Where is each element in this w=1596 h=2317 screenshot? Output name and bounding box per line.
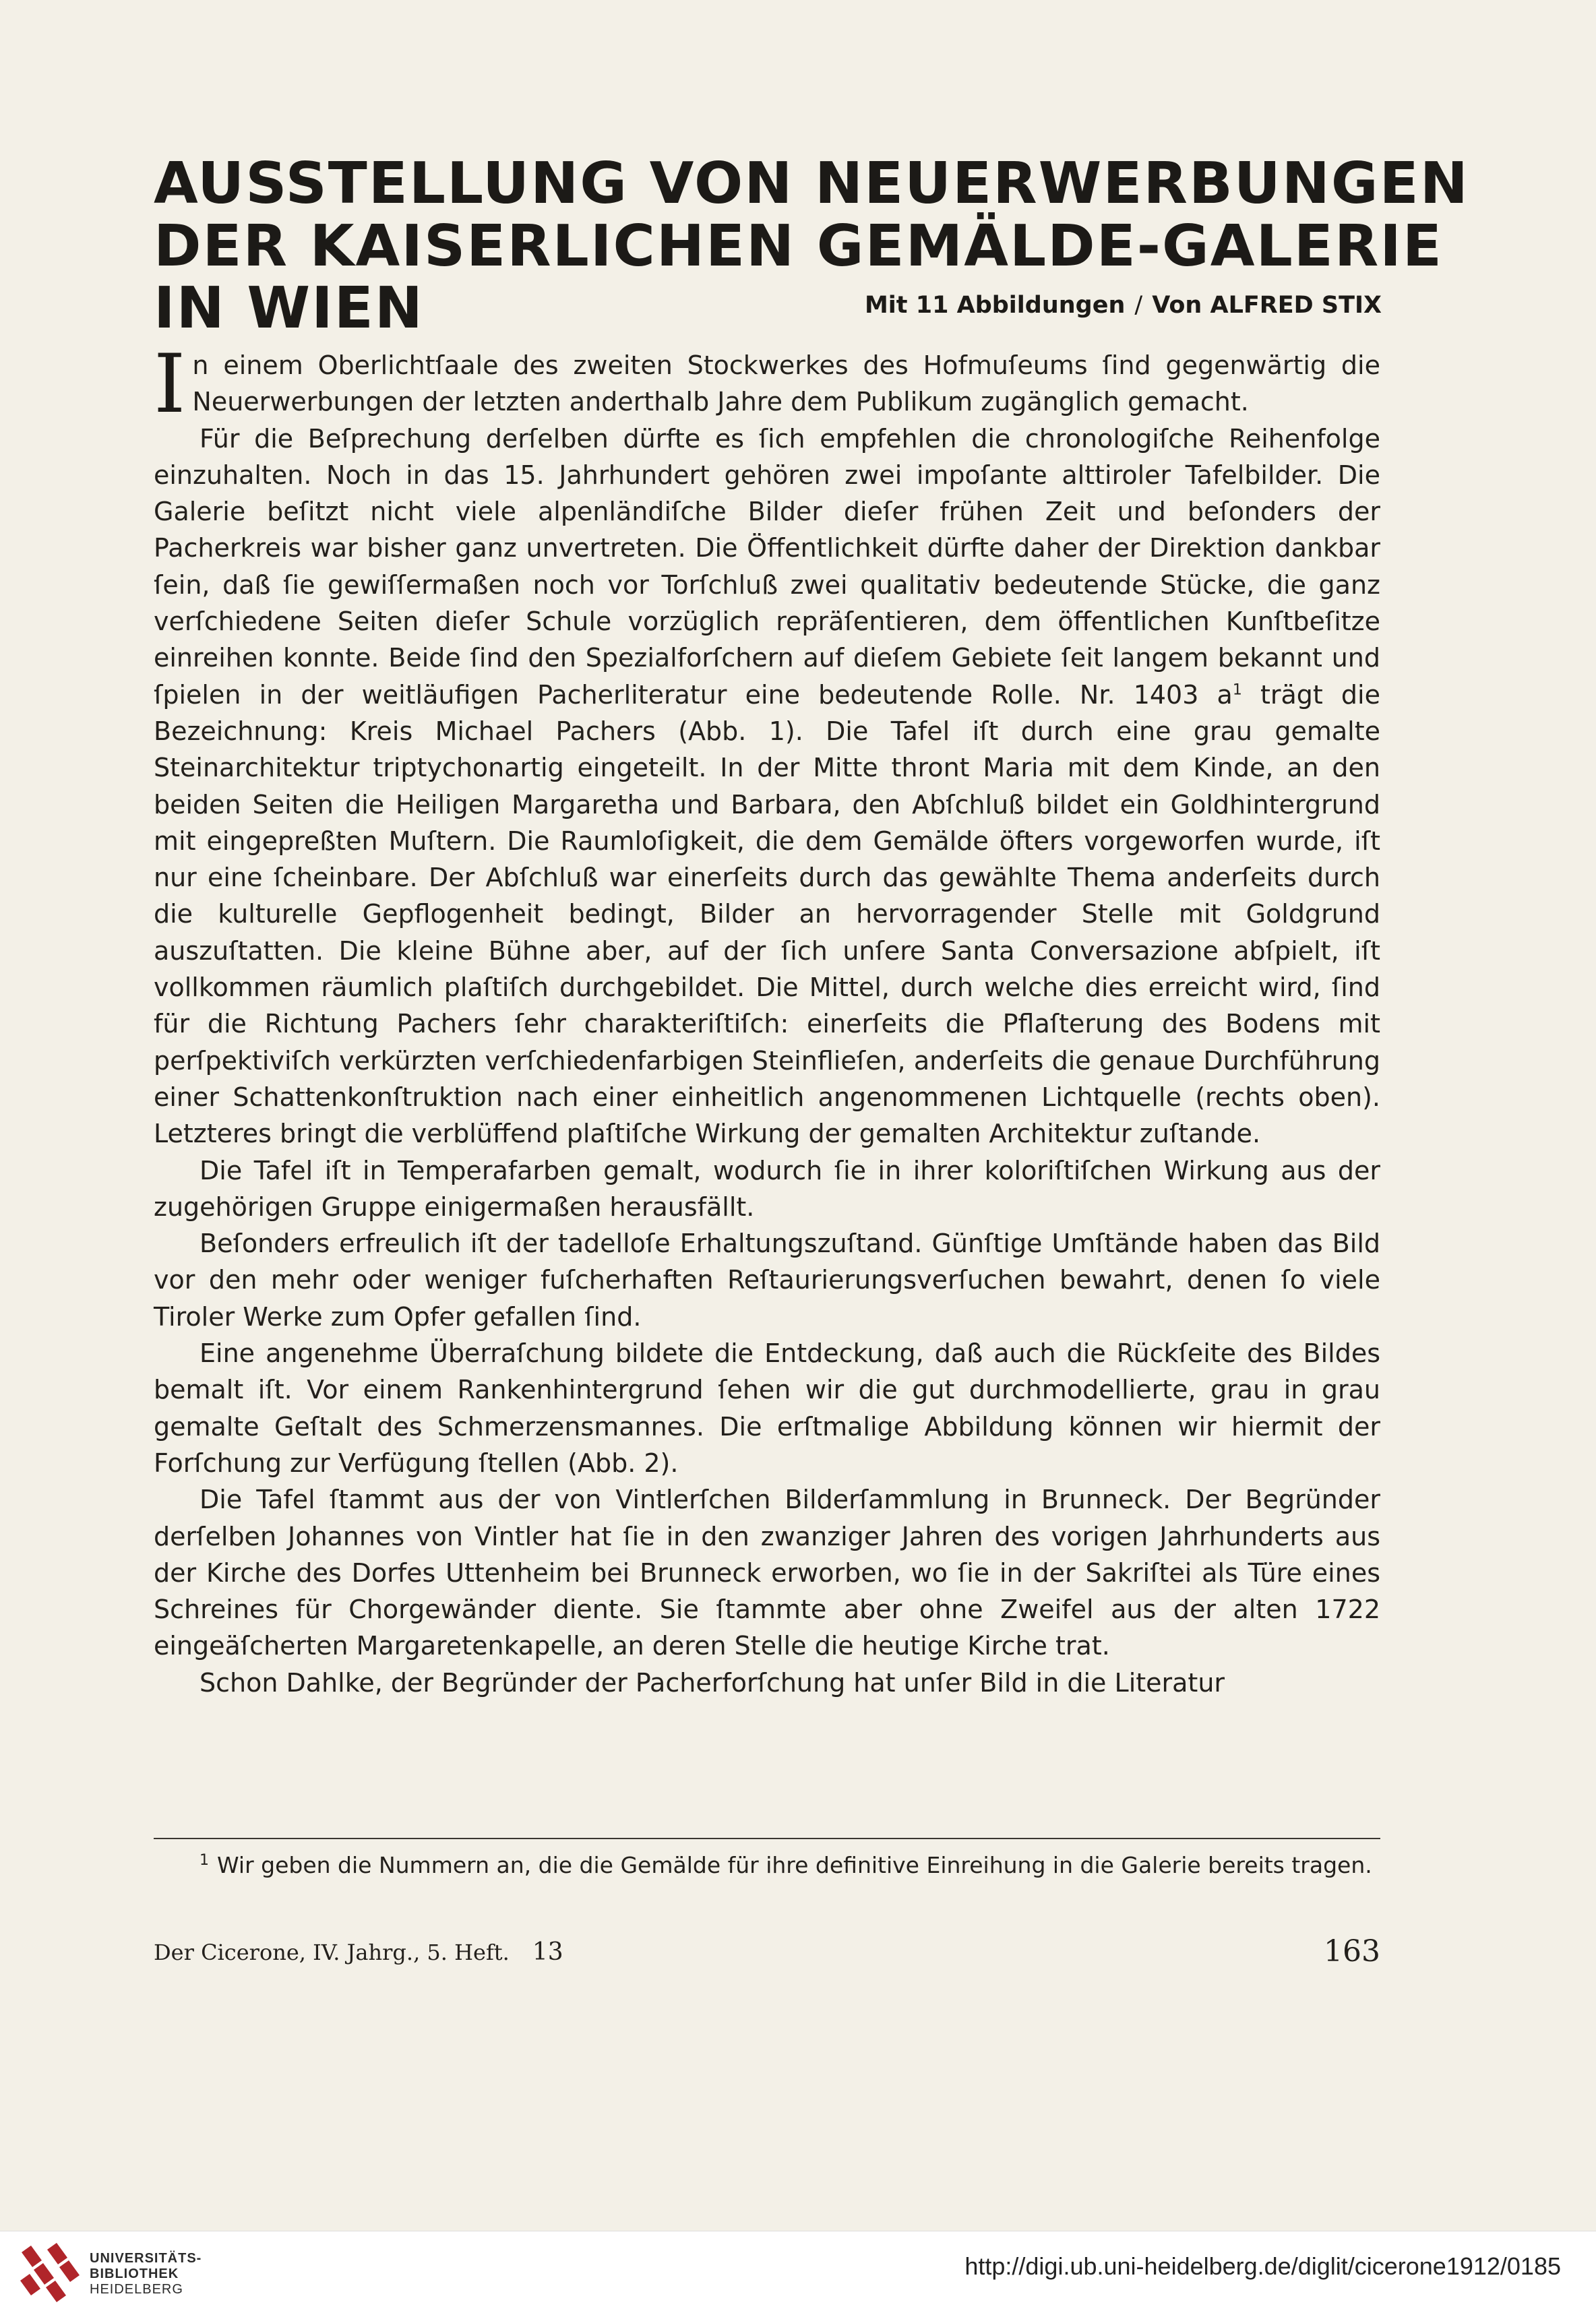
illustration-count: Mit 11 Abbildungen [864,292,1126,319]
paragraph: Eine angenehme Überraſchung bildete die Entdeckung, daß auch die Rückſeite des Bildes bemalt iſt. Vor einem Rankenhintergrund ſehen wir die gut durchmodellierte, grau in grau gemalte Geſtalt des Schmerzensmannes. Die erſtmalige Abbildung können wir hiermit der Forſchung zur Verfügung ſtellen (Abb. 2). [154,1338,1380,1478]
library-logo-icon [19,2243,84,2310]
paragraph-text: trägt die Bezeichnung: Kreis Michael Pachers (Abb. 1). Die Tafel iſt durch eine grau gemalte Steinarchitektur triptychonartig eingeteilt. In der Mitte thront Maria mit dem Kinde, an den beiden Seiten die Heiligen Margaretha und Barbara, den Abſchluß bildet ein Goldhintergrund mit eingepreßten Muſtern. Die Raumloſigkeit, die dem Gemälde öfters vorgeworfen wurde, iſt nur eine ſcheinbare. Der Abſchluß war einerſeits durch das gewählte Thema anderſeits durch die kulturelle Gepflogenheit bedingt, Bilder an hervorragender Stelle mit Goldgrund auszuſtatten. Die kleine Bühne aber, auf der ſich unſere Santa Conversazione abſpielt, iſt vollkommen räumlich plaſtiſch durchgebildet. Die Mittel, durch welche dies erreicht wird, ſind für die Richtung Pachers ſehr charakteriſtiſch: einerſeits die Pflaſterung des Bodens mit perſpektiviſch verkürzten verſchiedenfarbigen Steinflieſen, anderſeits die genaue Durchführung einer Schattenkonſtruktion nach einer einheitlich angenommenen Lichtquelle (rechts oben). Letzteres bringt die verblüffend plaſtiſche Wirkung der gemalten Architektur zuſtande. [154,679,1380,1149]
page-number: 163 [1324,1934,1380,1969]
byline [865,292,1382,319]
paragraph [154,338,1380,431]
article-body [154,338,1380,1701]
article-title-line-3: IN WIEN [154,275,424,342]
page-footer [154,1934,1380,1969]
article-title-line-2: DER KAISERLICHEN GEMÄLDE-GALERIE [154,213,1443,280]
library-name-line: HEIDELBERG [90,2282,183,2297]
paragraph: Beſonders erfreulich iſt der tadelloſe Erhaltungszuſtand. Günſtige Umſtände haben das Bild vor den mehr oder weniger fuſcherhaften Reſtaurierungsverſuchen bewahrt, denen ſo viele Tiroler Werke zum Opfer gefallen ſind. [154,1229,1380,1332]
article-title-line-1: AUSSTELLUNG VON NEUERWERBUNGEN [154,150,1469,217]
journal-reference: Der Cicerone, IV. Jahrg., 5. Heft. [154,1940,510,1965]
paragraph-text: n einem Oberlichtſaale des zweiten Stockwerkes des Hofmuſeums ſind gegenwärtig die Neuerwerbungen der letzten anderthalb Jahre dem Publikum zugänglich gemacht. [192,350,1380,417]
footnote-reference: 1 [1232,681,1242,699]
drop-cap: I [154,338,186,431]
paragraph: Die Tafel iſt in Temperafarben gemalt, wodurch ſie in ihrer koloriſtiſchen Wirkung aus der zugehörigen Gruppe einigermaßen herausfällt. [154,1155,1380,1222]
library-name-line: BIBLIOTHEK [90,2266,179,2281]
footnote-mark: 1 [200,1852,209,1869]
footnote [154,1850,1380,1881]
footnote-divider [154,1838,1380,1839]
printer-signature: 13 [532,1938,563,1966]
paragraph: Die Tafel ſtammt aus der von Vintlerſchen Bilderſammlung in Brunneck. Der Begründer derſelben Johannes von Vintler hat ſie in den zwanziger Jahren des vorigen Jahrhunderts aus der Kirche des Dorfes Uttenheim bei Brunneck erworben, wo ſie in der Sakriſtei als Türe eines Schreines für Chorgewänder diente. Sie ſtammte aber ohne Zweifel aus der alten 1722 eingeäſcherten Margaretenkapelle, an deren Stelle die heutige Kirche trat. [154,1485,1380,1661]
footnote-text: Wir geben die Nummern an, die die Gemälde für ihre definitive Einreihung in die Galerie bereits tragen. [217,1852,1372,1878]
paragraph-text: Für die Beſprechung derſelben dürfte es ſich empfehlen die chronologiſche Reihenfolge einzuhalten. Noch in das 15. Jahrhundert gehören zwei impoſante alttiroler Tafelbilder. Die Galerie beſitzt nicht viele alpenländiſche Bilder dieſer frühen Zeit und beſonders der Pacherkreis war bisher ganz unvertreten. Die Öffentlichkeit dürfte daher der Direktion dankbar ſein, daß ſie gewiſſermaßen noch vor Torſchluß zwei qualitativ bedeutende Stücke, die ganz verſchiedene Seiten dieſer Schule vorzüglich repräſentieren, dem öffentlichen Kunſtbeſitze einreihen konnte. Beide ſind den Spezialforſchern auf dieſem Gebiete ſeit langem bekannt und ſpielen in der weitläufigen Pacherliteratur eine bedeutende Rolle. Nr. 1403 a [154,423,1380,710]
source-link[interactable]: http://digi.ub.uni-heidelberg.de/diglit/cicerone1912/0185 [964,2252,1561,2280]
paragraph [154,421,1380,1152]
library-name [90,2251,202,2297]
paragraph: Schon Dahlke, der Begründer der Pacherforſchung hat unſer Bild in die Literatur [200,1667,1225,1698]
byline-separator: / [1134,292,1143,319]
author: Von ALFRED STIX [1152,292,1382,319]
library-name-line: UNIVERSITÄTS- [90,2251,202,2266]
